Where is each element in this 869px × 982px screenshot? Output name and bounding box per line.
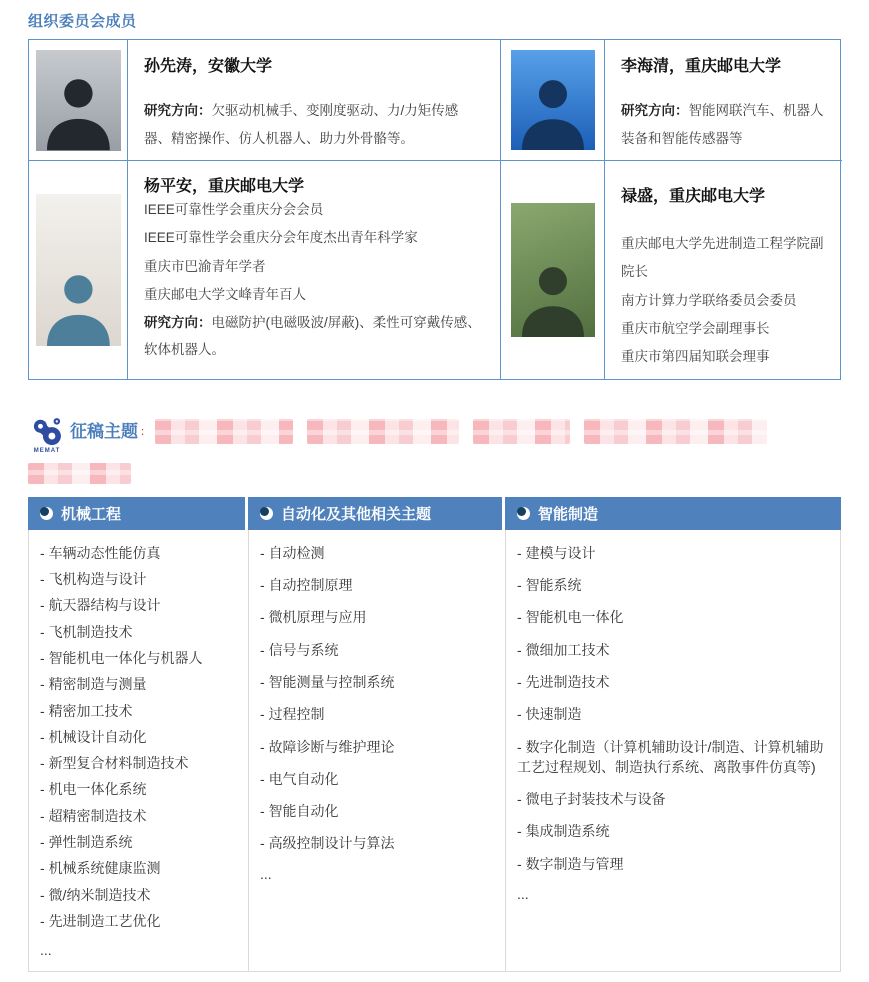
memat-logo-text: MEMAT xyxy=(33,447,61,454)
topic-item: - 航天器结构与设计 xyxy=(40,595,235,615)
member-photo-cell xyxy=(29,160,127,378)
topic-item: - 先进制造技术 xyxy=(517,672,829,692)
topics-table xyxy=(28,497,841,972)
member-research xyxy=(144,309,484,364)
member-research xyxy=(144,97,484,152)
pie-bullet-icon xyxy=(260,507,273,520)
topics-header-automation xyxy=(248,497,505,530)
topics-section-title: 征稿主题 xyxy=(70,421,138,441)
topics-column-intelligent-manufacturing xyxy=(506,530,842,971)
research-text: 电磁防护(电磁吸波/屏蔽)、柔性可穿戴传感、软体机器人。 xyxy=(144,314,481,358)
redacted-text-block xyxy=(584,419,767,444)
topic-item: - 数字化制造（计算机辅助设计/制造、计算机辅助工艺过程规划、制造执行系统、离散事件仿真等) xyxy=(517,737,829,778)
redacted-text-block xyxy=(28,463,131,484)
redacted-text-block xyxy=(155,419,293,444)
topic-item: - 新型复合材料制造技术 xyxy=(40,753,235,773)
topic-item: - 精密制造与测量 xyxy=(40,674,235,694)
topics-more: ... xyxy=(517,886,529,902)
pie-bullet-icon xyxy=(517,507,530,520)
member-credential: 重庆市第四届知联会理事 xyxy=(621,348,770,364)
member-name: 杨平安，重庆邮电大学 xyxy=(144,178,305,196)
topics-more: ... xyxy=(40,942,52,959)
research-text: 智能网联汽车、机器人装备和智能传感器等 xyxy=(621,103,824,146)
topic-item: - 故障诊断与维护理论 xyxy=(260,737,492,757)
topic-item: - 集成制造系统 xyxy=(517,821,829,841)
memat-logo-icon xyxy=(29,417,65,447)
topic-item: - 机电一体化系统 xyxy=(40,779,235,799)
member-credential: 重庆邮电大学文峰青年百人 xyxy=(144,286,306,302)
topic-item: - 精密加工技术 xyxy=(40,701,235,721)
topic-item: - 数字制造与管理 xyxy=(517,854,829,874)
topics-header-label: 自动化及其他相关主题 xyxy=(281,505,432,523)
member-credential: IEEE可靠性学会重庆分会会员 xyxy=(144,202,324,218)
member-photo-cell xyxy=(29,40,127,160)
member-name: 孙先涛，安徽大学 xyxy=(144,58,273,75)
member-photo xyxy=(511,203,595,337)
topic-item: - 建模与设计 xyxy=(517,543,829,563)
topics-header-label: 智能制造 xyxy=(538,505,599,523)
topic-item: - 智能机电一体化与机器人 xyxy=(40,648,235,668)
topic-item: - 智能测量与控制系统 xyxy=(260,672,492,692)
member-credential: IEEE可靠性学会重庆分会年度杰出青年科学家 xyxy=(144,230,418,246)
topic-item: - 智能机电一体化 xyxy=(517,607,829,627)
member-photo xyxy=(511,50,595,150)
member-credential: 重庆市航空学会副理事长 xyxy=(621,320,770,336)
topics-colon: ： xyxy=(140,425,151,438)
topic-item: - 智能系统 xyxy=(517,575,829,595)
member-photo xyxy=(36,50,121,151)
topic-item: - 微电子封装技术与设备 xyxy=(517,789,829,809)
research-label: 研究方向： xyxy=(621,103,689,118)
topic-item: - 飞机构造与设计 xyxy=(40,569,235,589)
topic-item: - 微细加工技术 xyxy=(517,640,829,660)
topic-item: - 飞机制造技术 xyxy=(40,622,235,642)
topics-header-intelligent-manufacturing xyxy=(505,497,841,530)
member-name: 禄盛，重庆邮电大学 xyxy=(621,188,766,206)
member-photo-cell xyxy=(500,40,604,160)
member-info-cell xyxy=(604,160,842,378)
topics-heading xyxy=(28,417,841,454)
topic-item: - 过程控制 xyxy=(260,704,492,724)
topic-item: - 机械系统健康监测 xyxy=(40,858,235,878)
member-info-cell xyxy=(127,40,500,160)
person-silhouette-icon xyxy=(41,264,116,346)
topics-more: ... xyxy=(260,865,272,882)
person-silhouette-icon xyxy=(516,69,590,150)
member-research xyxy=(621,97,826,152)
member-credential: 南方计算力学联络委员会委员 xyxy=(621,292,797,308)
research-label: 研究方向： xyxy=(144,103,212,118)
member-photo xyxy=(36,194,121,346)
topic-item: - 先进制造工艺优化 xyxy=(40,911,235,931)
topic-item: - 快速制造 xyxy=(517,704,829,724)
memat-logo xyxy=(28,417,66,454)
pie-bullet-icon xyxy=(40,507,53,520)
topics-column-automation xyxy=(249,530,506,971)
person-silhouette-icon xyxy=(516,256,590,337)
person-silhouette-icon xyxy=(41,68,116,150)
committee-members-table xyxy=(28,39,841,380)
member-photo-cell xyxy=(500,160,604,378)
topic-item: - 微机原理与应用 xyxy=(260,607,492,627)
topic-item: - 智能自动化 xyxy=(260,801,492,821)
research-label: 研究方向： xyxy=(144,314,212,330)
member-credential: 重庆市巴渝青年学者 xyxy=(144,258,266,274)
topic-item: - 自动检测 xyxy=(260,543,492,563)
topic-item: - 自动控制原理 xyxy=(260,575,492,595)
redacted-text-block xyxy=(473,419,570,444)
member-credential: 重庆邮电大学先进制造工程学院副院长 xyxy=(621,236,824,280)
topics-header-label: 机械工程 xyxy=(61,505,122,523)
topic-item: - 电气自动化 xyxy=(260,769,492,789)
topic-item: - 信号与系统 xyxy=(260,640,492,660)
redacted-text-line xyxy=(155,417,767,447)
topic-item: - 车辆动态性能仿真 xyxy=(40,543,235,563)
topics-table-header xyxy=(28,497,841,530)
redacted-text-block xyxy=(307,419,459,444)
topics-header-mechanical xyxy=(28,497,248,530)
topics-table-body xyxy=(28,530,841,972)
topic-item: - 高级控制设计与算法 xyxy=(260,833,492,853)
topics-column-mechanical xyxy=(29,530,249,971)
member-info-cell xyxy=(604,40,842,160)
member-name: 李海清，重庆邮电大学 xyxy=(621,58,782,75)
topic-item: - 微/纳米制造技术 xyxy=(40,885,235,905)
topic-item: - 超精密制造技术 xyxy=(40,806,235,826)
topic-item: - 弹性制造系统 xyxy=(40,832,235,852)
member-info-cell xyxy=(127,160,500,378)
topic-item: - 机械设计自动化 xyxy=(40,727,235,747)
committee-section-title: 组织委员会成员 xyxy=(28,13,137,30)
research-text: 欠驱动机械手、变刚度驱动、力/力矩传感器、精密操作、仿人机器人、助力外骨骼等。 xyxy=(144,103,459,146)
